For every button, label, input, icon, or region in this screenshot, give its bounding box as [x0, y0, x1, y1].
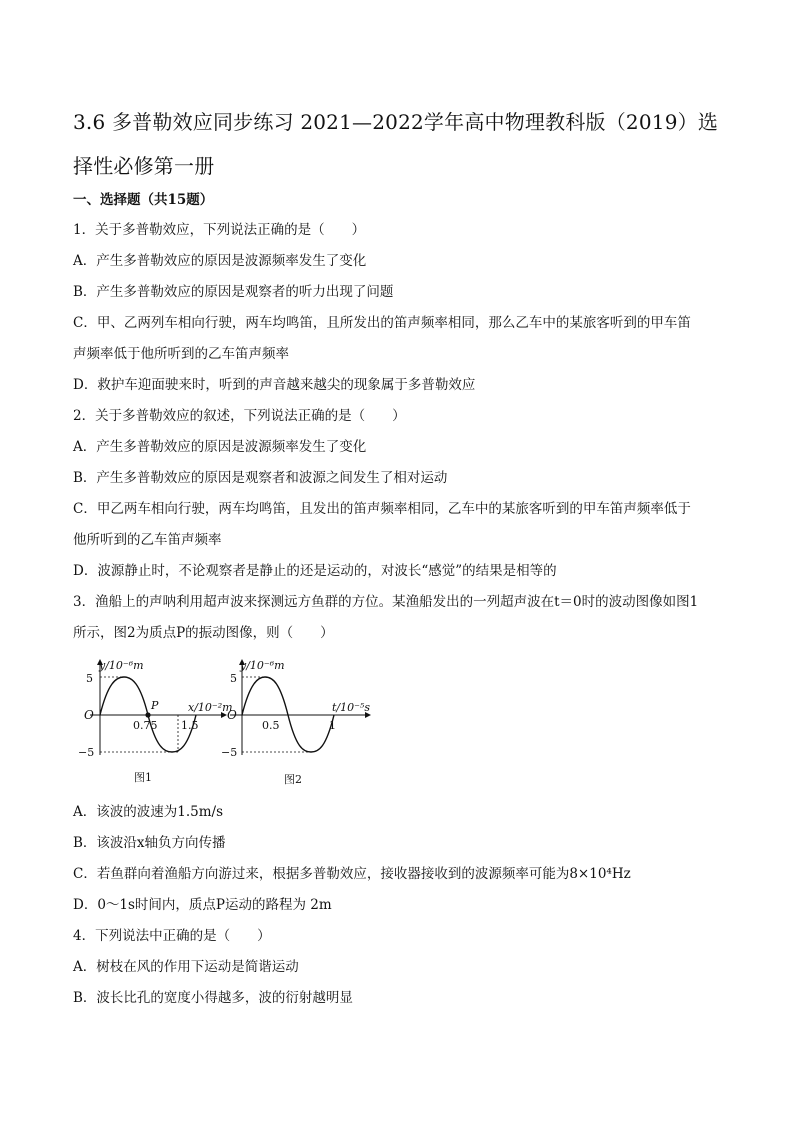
q4-stem: 4．下列说法中正确的是（ ） [73, 928, 271, 944]
q2-stem: 2．关于多普勒效应的叙述，下列说法正确的是（ ） [73, 408, 406, 424]
q1-option-b: B．产生多普勒效应的原因是观察者的听力出现了问题 [73, 284, 394, 300]
section-heading: 一、选择题（共15题） [73, 192, 214, 208]
q2-option-c-line1: C．甲乙两车相向行驶，两车均鸣笛，且发出的笛声频率相同，乙车中的某旅客听到的甲车笛声频率低于 [73, 501, 691, 517]
q2-option-d: D．波源静止时，不论观察者是静止的还是运动的，对波长“感觉”的结果是相等的 [73, 563, 557, 579]
figure-2-vibration-graph [218, 655, 388, 790]
figure-1-wave-graph [70, 655, 240, 790]
page-title: 3.6 多普勒效应同步练习 2021—2022学年高中物理教科版（2019）选择性必修第一册 [73, 110, 719, 178]
fig2-caption: 图2 [284, 773, 302, 786]
q1-option-a: A．产生多普勒效应的原因是波源频率发生了变化 [73, 253, 367, 269]
q3-option-d: D．0～1s时间内，质点P运动的路程为 2m [73, 897, 332, 913]
q1-option-c-line1: C．甲、乙两列车相向行驶，两车均鸣笛，且所发出的笛声频率相同，那么乙车中的某旅客听到的甲车笛 [73, 315, 691, 331]
q1-option-d: D．救护车迎面驶来时，听到的声音越来越尖的现象属于多普勒效应 [73, 377, 476, 393]
fig1-xtick-2: 1.5 [181, 719, 199, 732]
fig2-ytick-neg: −5 [221, 746, 238, 759]
q4-option-b: B．波长比孔的宽度小得越多，波的衍射越明显 [73, 990, 353, 1006]
fig1-point-p [145, 712, 150, 717]
q3-option-c: C．若鱼群向着渔船方向游过来，根据多普勒效应，接收器接收到的波源频率可能为8×10⁴Hz [73, 866, 631, 882]
fig2-xtick-2: 1 [329, 719, 336, 732]
q2-option-a: A．产生多普勒效应的原因是波源频率发生了变化 [73, 439, 367, 455]
fig2-xlabel: t/10⁻⁵s [332, 701, 370, 714]
q1-stem: 1．关于多普勒效应，下列说法正确的是（ ） [73, 222, 366, 238]
fig2-ytick-pos: 5 [230, 672, 237, 685]
q1-option-c-line2: 声频率低于他所听到的乙车笛声频率 [73, 346, 289, 362]
q3-option-b: B．该波沿x轴负方向传播 [73, 835, 226, 851]
q4-option-a: A．树枝在风的作用下运动是简谐运动 [73, 959, 299, 975]
q2-option-b: B．产生多普勒效应的原因是观察者和波源之间发生了相对运动 [73, 470, 448, 486]
q3-option-a: A．该波的波速为1.5m/s [73, 804, 223, 820]
fig2-origin: O [227, 708, 237, 722]
fig1-xlabel: x/10⁻²m [188, 701, 233, 714]
q3-stem-line1: 3．渔船上的声呐利用超声波来探测远方鱼群的方位。某渔船发出的一列超声波在t＝0时的波动图像如图1 [73, 594, 699, 610]
fig1-point-label: P [151, 699, 159, 712]
fig1-ytick-pos: 5 [86, 672, 93, 685]
fig2-xtick-1: 0.5 [262, 719, 280, 732]
fig2-ylabel: y/10⁻⁶m [240, 659, 285, 672]
q2-option-c-line2: 他所听到的乙车笛声频率 [73, 532, 222, 548]
fig1-xtick-1: 0.75 [133, 719, 158, 732]
fig1-ylabel: y/10⁻⁶m [99, 659, 144, 672]
fig1-ytick-neg: −5 [78, 746, 95, 759]
q3-stem-line2: 所示，图2为质点P的振动图像，则（ ） [73, 625, 334, 641]
fig1-caption: 图1 [134, 771, 152, 784]
fig1-origin: O [84, 708, 94, 722]
